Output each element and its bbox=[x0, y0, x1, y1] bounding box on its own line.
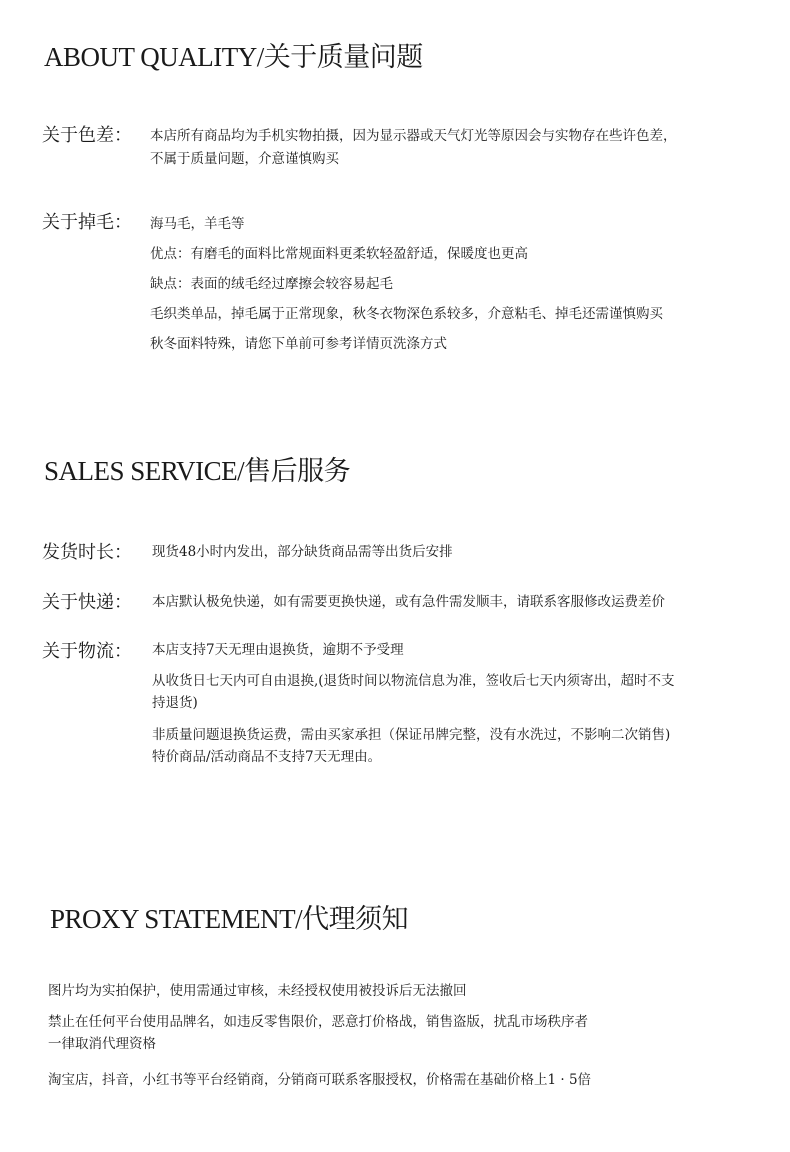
shedding-label: 关于掉毛： bbox=[42, 212, 132, 233]
logistics-line: 从收货日七天内可自由退换,(退货时间以物流信息为准，签收后七天内须寄出，超时不支 bbox=[152, 673, 675, 689]
color-difference-label: 关于色差： bbox=[42, 125, 132, 146]
logistics-line: 本店支持7天无理由退换货，逾期不予受理 bbox=[152, 642, 404, 658]
shedding-line: 缺点：表面的绒毛经过摩擦会较容易起毛 bbox=[150, 276, 393, 292]
logistics-line: 非质量问题退换货运费，需由买家承担（保证吊牌完整，没有水洗过，不影响二次销售) bbox=[152, 727, 671, 743]
shedding-line: 秋冬面料特殊，请您下单前可参考详情页洗涤方式 bbox=[150, 336, 447, 352]
logistics-line: 持退货) bbox=[152, 695, 198, 711]
shedding-line: 毛织类单品，掉毛属于正常现象，秋冬衣物深色系较多，介意粘毛、掉毛还需谨慎购买 bbox=[150, 306, 663, 322]
color-difference-line: 本店所有商品均为手机实物拍摄，因为显示器或天气灯光等原因会与实物存在些许色差， bbox=[150, 128, 677, 144]
shedding-line: 海马毛，羊毛等 bbox=[150, 216, 245, 232]
proxy-line: 图片均为实拍保护，使用需通过审核，未经授权使用被投诉后无法撤回 bbox=[48, 983, 467, 999]
logistics-line: 特价商品/活动商品不支持7天无理由。 bbox=[152, 749, 382, 765]
quality-section-title: ABOUT QUALITY/关于质量问题 bbox=[44, 42, 423, 72]
proxy-section-title: PROXY STATEMENT/代理须知 bbox=[50, 904, 409, 934]
proxy-line: 禁止在任何平台使用品牌名，如违反零售限价，恶意打价格战，销售盗版，扰乱市场秩序者 bbox=[48, 1014, 588, 1030]
express-label: 关于快递： bbox=[42, 592, 132, 613]
express-line: 本店默认极免快递，如有需要更换快递，或有急件需发顺丰，请联系客服修改运费差价 bbox=[152, 594, 665, 610]
shedding-line: 优点：有磨毛的面料比常规面料更柔软轻盈舒适，保暖度也更高 bbox=[150, 246, 528, 262]
proxy-line: 一律取消代理资格 bbox=[48, 1036, 156, 1052]
delivery-time-line: 现货48小时内发出，部分缺货商品需等出货后安排 bbox=[152, 544, 453, 560]
logistics-label: 关于物流： bbox=[42, 641, 132, 662]
proxy-line: 淘宝店，抖音，小红书等平台经销商，分销商可联系客服授权，价格需在基础价格上1 · 5倍 bbox=[48, 1072, 592, 1088]
color-difference-line: 不属于质量问题，介意谨慎购买 bbox=[150, 151, 339, 167]
sales-section-title: SALES SERVICE/售后服务 bbox=[44, 456, 351, 486]
delivery-time-label: 发货时长： bbox=[42, 542, 132, 563]
